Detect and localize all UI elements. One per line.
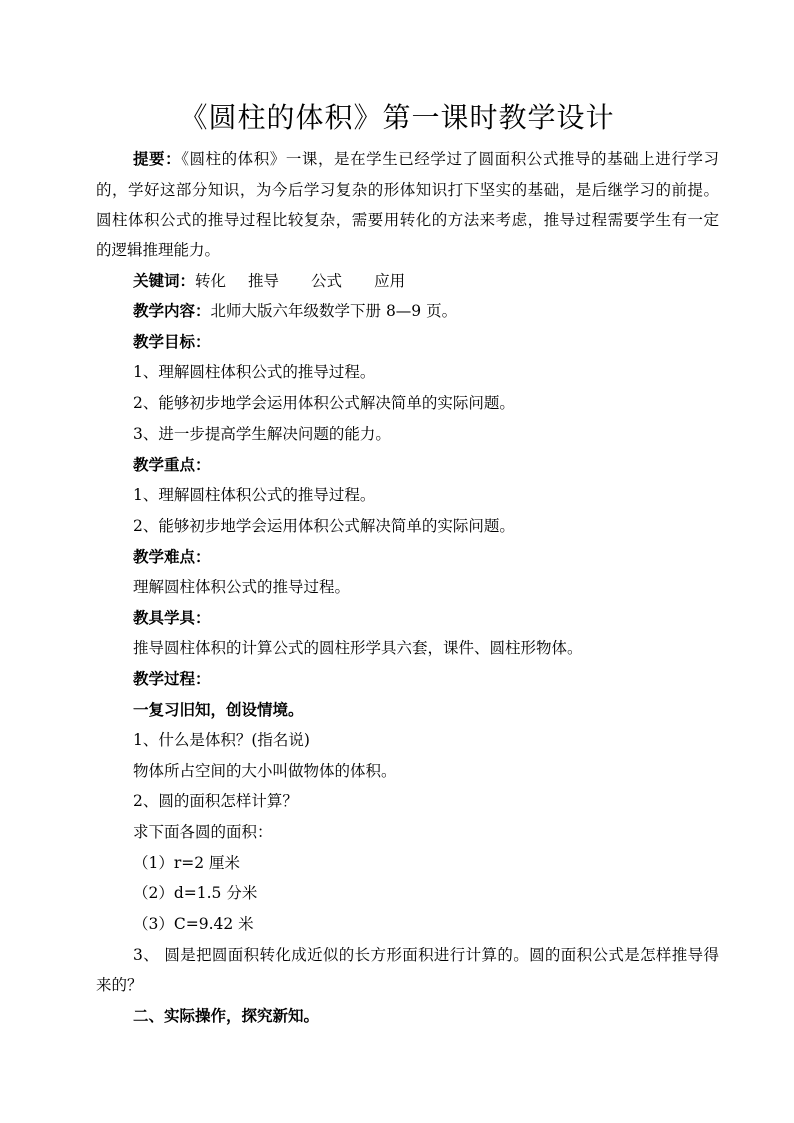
question-3-line-1: 3、 圆是把圆面积转化成近似的长方形面积进行计算的。圆的面积公式是怎样推导得	[133, 946, 719, 964]
exercise-3: （3）C=9.42 米	[133, 915, 254, 933]
question-3-line-2: 来的？	[96, 976, 143, 994]
keyword-4: 应用	[374, 272, 406, 290]
process-heading: 教学过程：	[133, 669, 211, 688]
tools-text: 推导圆柱体积的计算公式的圆柱形学具六套，课件、圆柱形物体。	[133, 639, 583, 657]
difficulty-heading: 教学难点：	[133, 547, 211, 566]
abstract-line-2: 的，学好这部分知识，为今后学习复杂的形体知识打下坚实的基础，是后继学习的前提。	[96, 181, 719, 199]
objectives-heading: 教学目标：	[133, 332, 211, 351]
question-1: 1、什么是体积？(指名说)	[133, 731, 310, 749]
question-2-sub: 求下面各圆的面积：	[133, 823, 273, 841]
abstract-label: 提要：	[133, 149, 182, 168]
abstract-line-3: 圆柱体积公式的推导过程比较复杂，需要用转化的方法来考虑，推导过程需要学生有一定	[96, 211, 719, 229]
keyword-2: 推导	[248, 272, 280, 290]
answer-1: 物体所占空间的大小叫做物体的体积。	[133, 762, 397, 780]
key-point-item-1: 1、理解圆柱体积公式的推导过程。	[133, 486, 376, 504]
objective-item-2: 2、能够初步地学会运用体积公式解决简单的实际问题。	[133, 394, 515, 412]
abstract-line-1	[133, 148, 719, 170]
content-label: 教学内容：	[133, 301, 211, 320]
difficulty-text: 理解圆柱体积公式的推导过程。	[133, 578, 351, 596]
exercise-1: （1）r=2 厘米	[133, 854, 241, 872]
keyword-3: 公式	[311, 272, 343, 290]
section-1-heading: 一复习旧知，创设情境。	[133, 700, 304, 719]
key-points-heading: 教学重点：	[133, 455, 211, 474]
abstract-text-1: 《圆柱的体积》一课，是在学生已经学过了圆面积公式推导的基础上进行学习	[181, 150, 719, 168]
content-text: 北师大版六年级数学下册 8—9 页。	[210, 302, 458, 320]
content-line	[133, 300, 773, 322]
objective-item-3: 3、进一步提高学生解决问题的能力。	[133, 425, 391, 443]
keywords-label: 关键词：	[133, 271, 196, 290]
tools-heading: 教具学具：	[133, 608, 211, 627]
keyword-1: 转化	[195, 272, 227, 290]
keywords-line	[133, 270, 773, 292]
abstract-line-4: 的逻辑推理能力。	[96, 241, 221, 259]
page-title: 《圆柱的体积》第一课时教学设计	[179, 101, 615, 134]
objective-item-1: 1、理解圆柱体积公式的推导过程。	[133, 363, 376, 381]
exercise-2: （2）d=1.5 分米	[133, 884, 258, 902]
key-point-item-2: 2、能够初步地学会运用体积公式解决简单的实际问题。	[133, 517, 515, 535]
question-2: 2、圆的面积怎样计算？	[133, 792, 298, 810]
section-2-heading: 二、实际操作，探究新知。	[133, 1006, 320, 1025]
